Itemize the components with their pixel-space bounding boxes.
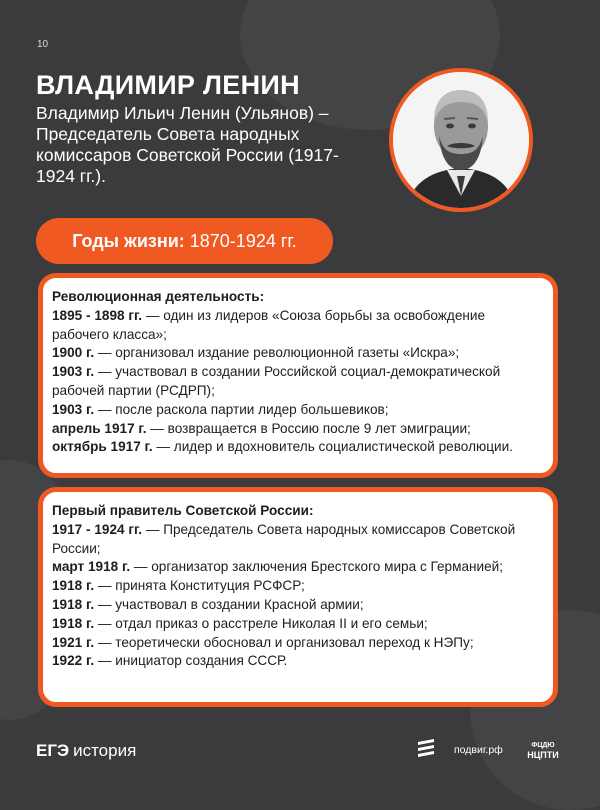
item-date: 1917 - 1924 гг. (52, 521, 143, 537)
subtitle: Владимир Ильич Ленин (Ульянов) – Председатель Совета народных комиссаров Советской России (1917-1924 гг.). (36, 103, 339, 186)
first-ruler-card (38, 487, 558, 707)
item-date: 1918 г. (52, 615, 95, 631)
list-item (52, 438, 541, 457)
life-years-value: 1870-1924 гг. (184, 231, 297, 251)
item-date: 1903 г. (52, 364, 95, 380)
item-date: 1921 г. (52, 634, 95, 650)
item-text: — возвращается в Россию после 9 лет эмиграции; (146, 420, 471, 436)
logo-text: НЦПТИ (527, 750, 559, 760)
list-item (52, 307, 541, 345)
brand-rest: история (73, 741, 137, 760)
item-text: — один из лидеров «Союза борьбы за освобождение рабочего класса»; (52, 307, 486, 342)
stripes-logo-icon (415, 737, 437, 759)
item-text: — после раскола партии лидер большевиков; (94, 401, 389, 417)
list-item (52, 596, 541, 615)
item-text: — инициатор создания СССР. (94, 653, 288, 669)
item-text: — Председатель Совета народных комиссаров Советской России; (52, 521, 516, 556)
list-item (52, 363, 541, 401)
item-text: — участвовал в создании Красной армии; (94, 596, 364, 612)
list-item (52, 420, 541, 439)
item-text: — участвовал в создании Российской социал-демократической рабочей партии (РСДРП); (52, 364, 501, 398)
list-item (52, 577, 541, 596)
item-text: — теоретически обосновал и организовал переход к НЭПу; (94, 634, 474, 650)
card-heading: Революционная деятельность: (52, 289, 265, 304)
item-text: — отдал приказ о расстреле Николая II и его семьи; (94, 615, 428, 631)
portrait-photo (389, 68, 533, 212)
list-item (52, 401, 541, 420)
item-date: 1922 г. (52, 653, 95, 669)
item-date: 1900 г. (52, 345, 95, 361)
list-item (52, 344, 541, 363)
life-years-badge (36, 218, 333, 264)
item-date: апрель 1917 г. (52, 420, 147, 436)
item-date: октябрь 1917 г. (52, 439, 153, 455)
item-date: 1895 - 1898 гг. (52, 307, 143, 323)
item-text: — принята Конституция РСФСР; (94, 578, 305, 594)
list-item (52, 615, 541, 634)
brand-bold: ЕГЭ (36, 741, 70, 760)
item-date: 1918 г. (52, 596, 95, 612)
list-item (52, 652, 541, 671)
revolutionary-activity-card (38, 273, 558, 478)
item-text: — лидер и вдохновитель социалистической революции. (152, 439, 513, 455)
list-item (52, 558, 541, 577)
item-date: 1903 г. (52, 401, 95, 417)
page-title: ВЛАДИМИР ЛЕНИН (36, 70, 300, 100)
item-text: — организатор заключения Брестского мира с Германией; (130, 559, 504, 575)
item-text: — организовал издание революционной газеты «Искра»; (94, 345, 460, 361)
nupti-logo-icon (519, 738, 567, 762)
logo-top-text: ФЦДЮ (531, 742, 555, 749)
page-number: 10 (37, 39, 49, 50)
item-date: март 1918 г. (52, 559, 131, 575)
brand-logo (36, 741, 136, 761)
card-heading: Первый правитель Советской России: (52, 503, 314, 518)
list-item (52, 634, 541, 653)
item-date: 1918 г. (52, 578, 95, 594)
list-item (52, 521, 541, 559)
life-years-label: Годы жизни: (72, 231, 185, 251)
site-link[interactable]: подвиг.рф (454, 744, 503, 756)
